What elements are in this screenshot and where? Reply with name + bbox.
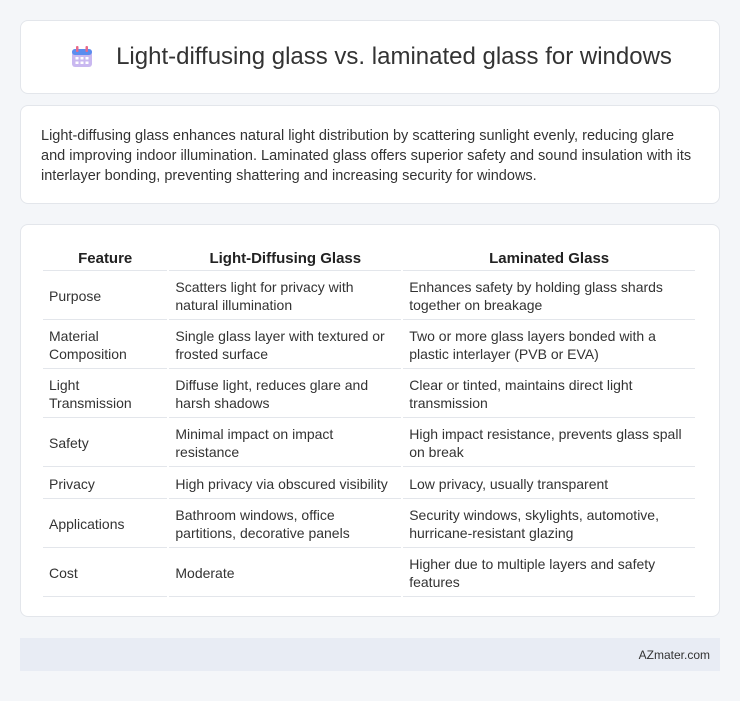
table-row xyxy=(43,273,695,320)
light-diffusing-cell: Bathroom windows, office partitions, decorative panels xyxy=(169,501,401,548)
footer-brand: AZmater.com xyxy=(638,647,710,662)
laminated-cell: High impact resistance, prevents glass spall on break xyxy=(403,420,695,467)
light-diffusing-cell: High privacy via obscured visibility xyxy=(169,469,401,499)
title-card xyxy=(20,20,720,94)
light-diffusing-cell: Minimal impact on impact resistance xyxy=(169,420,401,467)
laminated-cell: Enhances safety by holding glass shards together on breakage xyxy=(403,273,695,320)
light-diffusing-cell: Scatters light for privacy with natural illumination xyxy=(169,273,401,320)
table-row xyxy=(43,420,695,467)
table-row xyxy=(43,469,695,499)
table-row xyxy=(43,322,695,369)
comparison-card xyxy=(20,224,720,617)
page-title: Light-diffusing glass vs. laminated glass for windows xyxy=(116,43,672,70)
calendar-icon xyxy=(68,43,96,71)
feature-cell: Material Composition xyxy=(43,322,167,369)
table-row xyxy=(43,501,695,548)
light-diffusing-cell: Moderate xyxy=(169,550,401,597)
laminated-cell: Higher due to multiple layers and safety features xyxy=(403,550,695,597)
laminated-cell: Clear or tinted, maintains direct light transmission xyxy=(403,371,695,418)
feature-cell: Safety xyxy=(43,420,167,467)
laminated-cell: Security windows, skylights, automotive, hurricane-resistant glazing xyxy=(403,501,695,548)
footer-bar xyxy=(20,638,720,671)
feature-cell: Privacy xyxy=(43,469,167,499)
column-header: Feature xyxy=(43,247,167,271)
feature-cell: Light Transmission xyxy=(43,371,167,418)
laminated-cell: Low privacy, usually transparent xyxy=(403,469,695,499)
column-header: Laminated Glass xyxy=(403,247,695,271)
column-header: Light-Diffusing Glass xyxy=(169,247,401,271)
feature-cell: Applications xyxy=(43,501,167,548)
table-row xyxy=(43,550,695,597)
intro-card xyxy=(20,105,720,204)
intro-paragraph: Light-diffusing glass enhances natural light distribution by scattering sunlight evenly, reducing glare and improving indoor illumination. Laminated glass offers superior safety and sound insulation with its interlayer bonding, preventing shattering and increasing security for windows. xyxy=(41,128,692,184)
light-diffusing-cell: Diffuse light, reduces glare and harsh shadows xyxy=(169,371,401,418)
light-diffusing-cell: Single glass layer with textured or frosted surface xyxy=(169,322,401,369)
feature-cell: Purpose xyxy=(43,273,167,320)
laminated-cell: Two or more glass layers bonded with a plastic interlayer (PVB or EVA) xyxy=(403,322,695,369)
comparison-table xyxy=(41,245,697,599)
feature-cell: Cost xyxy=(43,550,167,597)
table-row xyxy=(43,371,695,418)
table-header-row xyxy=(43,247,695,271)
